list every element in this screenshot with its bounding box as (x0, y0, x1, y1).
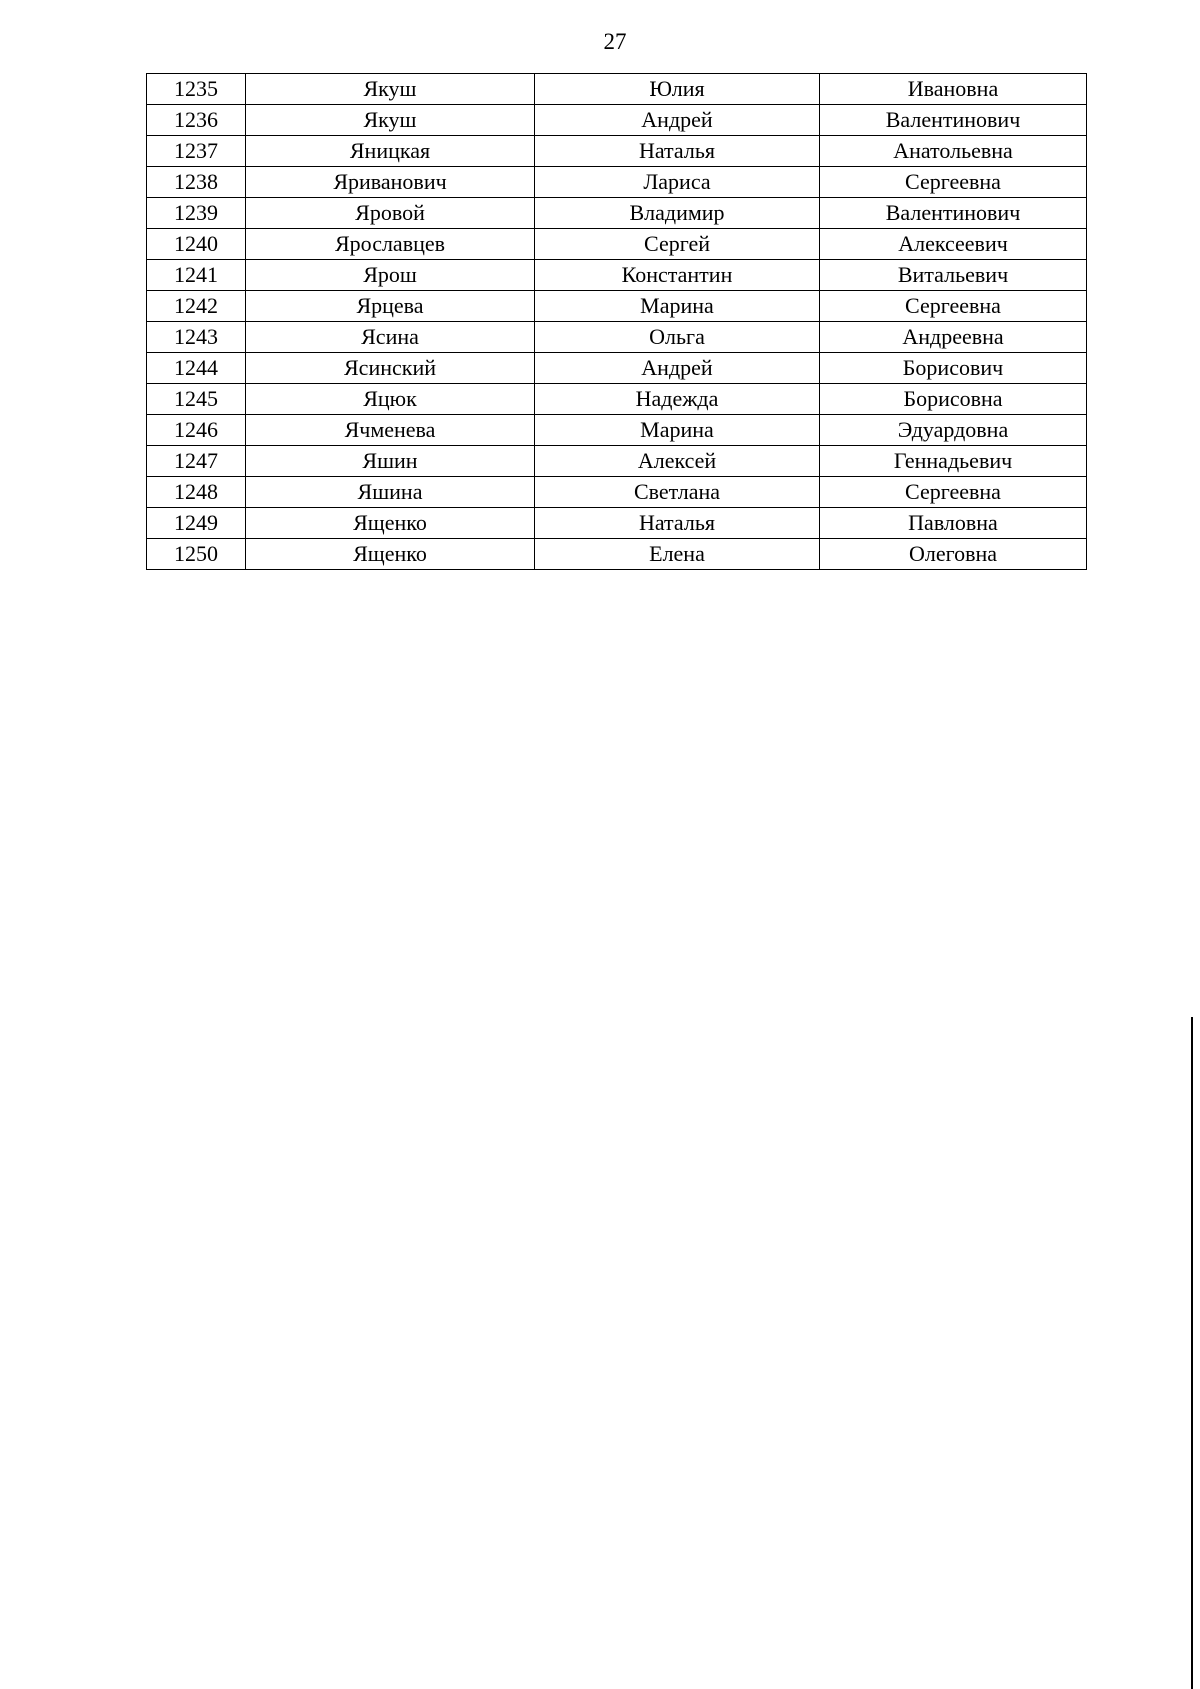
patronymic-cell: Олеговна (820, 539, 1087, 570)
first-name-cell: Андрей (535, 105, 820, 136)
row-number-cell: 1244 (147, 353, 246, 384)
roster-table (146, 73, 1087, 570)
row-number-cell: 1235 (147, 74, 246, 105)
table-row (147, 291, 1087, 322)
page-number: 27 (603, 29, 627, 54)
table-row (147, 353, 1087, 384)
first-name-cell: Владимир (535, 198, 820, 229)
last-name-cell: Яровой (246, 198, 535, 229)
first-name-cell: Надежда (535, 384, 820, 415)
patronymic-cell: Сергеевна (820, 167, 1087, 198)
last-name-cell: Ященко (246, 508, 535, 539)
patronymic-cell: Валентинович (820, 105, 1087, 136)
last-name-cell: Яшин (246, 446, 535, 477)
last-name-cell: Яшина (246, 477, 535, 508)
first-name-cell: Андрей (535, 353, 820, 384)
patronymic-cell: Борисовна (820, 384, 1087, 415)
first-name-cell: Юлия (535, 74, 820, 105)
row-number-cell: 1237 (147, 136, 246, 167)
table-row (147, 415, 1087, 446)
first-name-cell: Ольга (535, 322, 820, 353)
last-name-cell: Якуш (246, 74, 535, 105)
last-name-cell: Яницкая (246, 136, 535, 167)
patronymic-cell: Павловна (820, 508, 1087, 539)
table-row (147, 508, 1087, 539)
last-name-cell: Ященко (246, 539, 535, 570)
row-number-cell: 1248 (147, 477, 246, 508)
first-name-cell: Алексей (535, 446, 820, 477)
row-number-cell: 1243 (147, 322, 246, 353)
scan-edge-line (1191, 1017, 1193, 1689)
last-name-cell: Ясина (246, 322, 535, 353)
table-row (147, 105, 1087, 136)
last-name-cell: Ярцева (246, 291, 535, 322)
roster-table-body (147, 74, 1087, 570)
patronymic-cell: Витальевич (820, 260, 1087, 291)
first-name-cell: Лариса (535, 167, 820, 198)
patronymic-cell: Сергеевна (820, 477, 1087, 508)
row-number-cell: 1238 (147, 167, 246, 198)
row-number-cell: 1247 (147, 446, 246, 477)
first-name-cell: Наталья (535, 136, 820, 167)
patronymic-cell: Эдуардовна (820, 415, 1087, 446)
first-name-cell: Константин (535, 260, 820, 291)
row-number-cell: 1242 (147, 291, 246, 322)
table-row (147, 74, 1087, 105)
last-name-cell: Якуш (246, 105, 535, 136)
first-name-cell: Наталья (535, 508, 820, 539)
table-row (147, 136, 1087, 167)
patronymic-cell: Алексеевич (820, 229, 1087, 260)
first-name-cell: Сергей (535, 229, 820, 260)
first-name-cell: Елена (535, 539, 820, 570)
row-number-cell: 1246 (147, 415, 246, 446)
first-name-cell: Марина (535, 291, 820, 322)
table-row (147, 322, 1087, 353)
table-row (147, 260, 1087, 291)
row-number-cell: 1241 (147, 260, 246, 291)
table-row (147, 477, 1087, 508)
row-number-cell: 1239 (147, 198, 246, 229)
table-row (147, 446, 1087, 477)
table-row (147, 167, 1087, 198)
last-name-cell: Ясинский (246, 353, 535, 384)
patronymic-cell: Борисович (820, 353, 1087, 384)
table-row (147, 384, 1087, 415)
last-name-cell: Ячменева (246, 415, 535, 446)
last-name-cell: Яцюк (246, 384, 535, 415)
row-number-cell: 1250 (147, 539, 246, 570)
row-number-cell: 1249 (147, 508, 246, 539)
last-name-cell: Яриванович (246, 167, 535, 198)
patronymic-cell: Ивановна (820, 74, 1087, 105)
last-name-cell: Ярош (246, 260, 535, 291)
table-row (147, 229, 1087, 260)
first-name-cell: Марина (535, 415, 820, 446)
table-row (147, 539, 1087, 570)
patronymic-cell: Андреевна (820, 322, 1087, 353)
patronymic-cell: Сергеевна (820, 291, 1087, 322)
last-name-cell: Ярославцев (246, 229, 535, 260)
first-name-cell: Светлана (535, 477, 820, 508)
patronymic-cell: Анатольевна (820, 136, 1087, 167)
row-number-cell: 1245 (147, 384, 246, 415)
table-row (147, 198, 1087, 229)
patronymic-cell: Валентинович (820, 198, 1087, 229)
patronymic-cell: Геннадьевич (820, 446, 1087, 477)
row-number-cell: 1236 (147, 105, 246, 136)
row-number-cell: 1240 (147, 229, 246, 260)
